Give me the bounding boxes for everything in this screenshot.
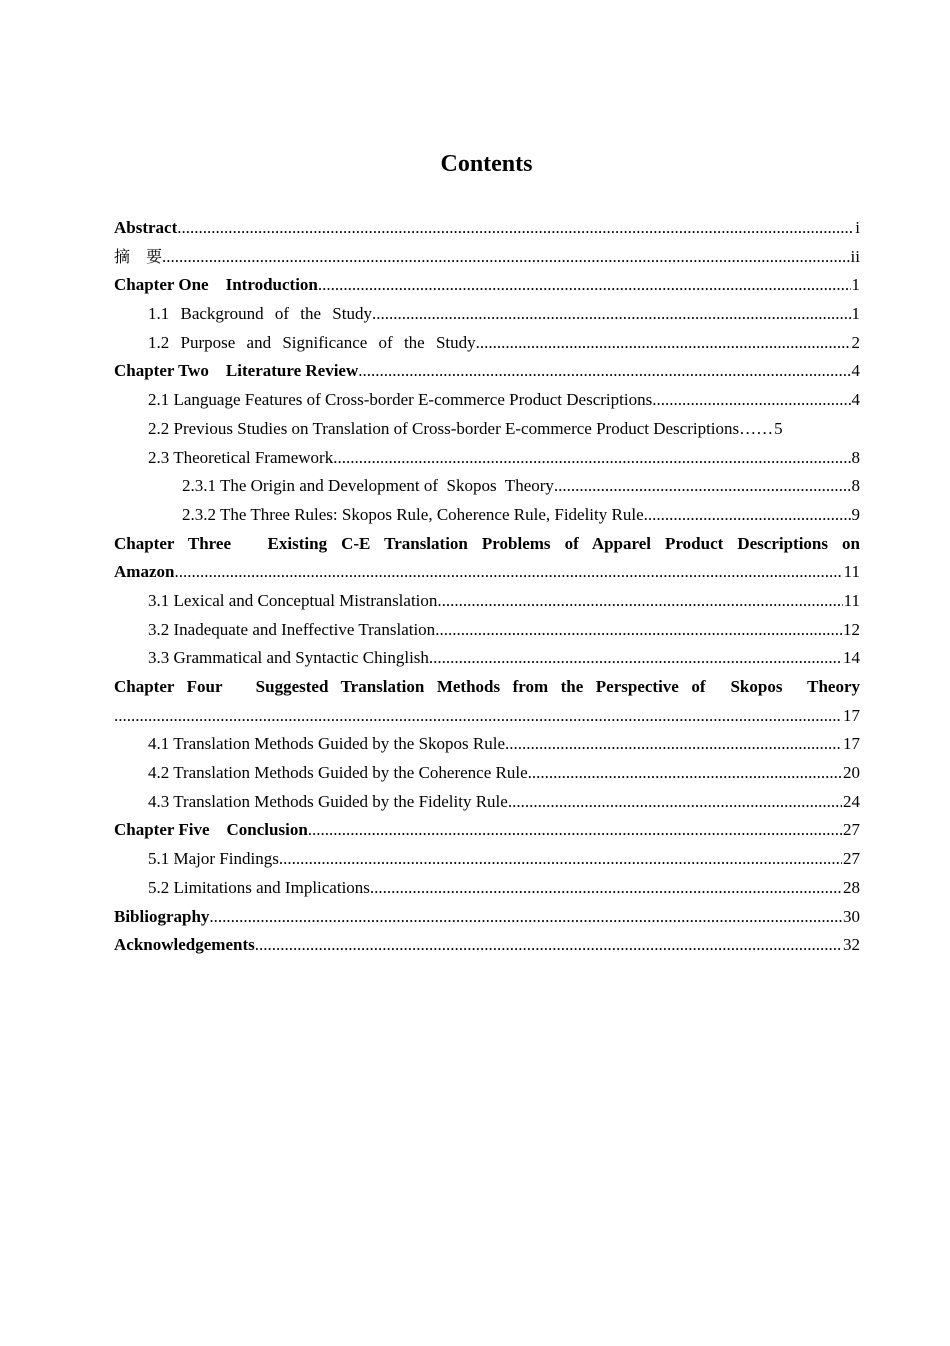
toc-page-number: 9 (851, 504, 860, 524)
toc-leader-dots (114, 702, 842, 731)
toc-leader-dots (333, 444, 850, 473)
toc-entry-chapter-four-line1[interactable]: Chapter Four Suggested Translation Methods from the Perspective of Skopos Theory (114, 677, 860, 696)
toc-entry-section-1-1[interactable] (114, 300, 860, 329)
toc-entry-text: 2.3.2 The Three Rules: Skopos Rule, Coherence Rule, Fidelity Rule (182, 504, 644, 524)
toc-entry-section-2-3[interactable] (114, 444, 860, 473)
toc-page-number: 12 (843, 619, 860, 639)
toc-entry-text: 2.2 Previous Studies on Translation of Cross-border E-commerce Product Descriptions (148, 418, 740, 438)
toc-entry-text: 2.3.1 The Origin and Development of Skopos Theory (182, 476, 554, 496)
toc-leader-dots (279, 845, 842, 874)
toc-entry-text: 3.3 Grammatical and Syntactic Chinglish (148, 648, 429, 668)
toc-page-number: 28 (843, 877, 860, 897)
toc-leader-dots (358, 357, 850, 386)
toc-entry-section-3-1[interactable] (114, 587, 860, 616)
toc-page-number: 17 (843, 705, 860, 725)
toc-leader-dots (554, 472, 851, 501)
toc-entry-text: Acknowledgements (114, 935, 255, 955)
toc-leader-dots (162, 243, 850, 272)
toc-leader-dots (429, 644, 842, 673)
toc-page-number: 32 (843, 935, 860, 955)
toc-page-number: 11 (843, 562, 860, 582)
toc-entry-section-4-3[interactable] (114, 788, 860, 817)
toc-entry-chapter-two[interactable] (114, 357, 860, 386)
toc-entry-chapter-three-line1[interactable]: Chapter Three Existing C-E Translation Problems of Apparel Product Descriptions on (114, 533, 860, 553)
toc-leader-dots (372, 300, 851, 329)
toc-entry-section-2-1[interactable] (114, 386, 860, 415)
toc-leader-dots (528, 759, 842, 788)
toc-page-number: 30 (843, 906, 860, 926)
toc-entry-section-4-2[interactable] (114, 759, 860, 788)
toc-page-number: i (855, 218, 860, 237)
toc-leader-dots (370, 874, 842, 903)
toc-entry-abstract[interactable] (114, 214, 860, 243)
toc-leader-dots (174, 558, 842, 587)
toc-entry-text: 摘 要 (114, 246, 163, 266)
toc-entry-section-2-3-1[interactable] (114, 472, 860, 501)
toc-entry-bibliography[interactable] (114, 903, 860, 932)
toc-page-number: 27 (843, 820, 860, 840)
toc-entry-section-2-3-2[interactable] (114, 501, 860, 530)
toc-entry-section-1-2[interactable] (114, 329, 860, 358)
toc-page-number: 1 (851, 304, 860, 324)
toc-leader-dots (435, 616, 842, 645)
toc-page-number: 2 (851, 332, 860, 352)
toc-page-number: 4 (851, 390, 860, 410)
toc-page-number: 24 (843, 791, 860, 811)
toc-entry-text: 5.2 Limitations and Implications (148, 877, 370, 897)
toc-entry-text: Bibliography (114, 906, 210, 926)
toc-entry-text: 2.1 Language Features of Cross-border E-commerce Product Descriptions (148, 390, 653, 410)
toc-page-number: 5 (774, 418, 783, 438)
toc-leader-dots (318, 271, 851, 300)
toc-entry-section-4-1[interactable] (114, 730, 860, 759)
toc-leader-dots (437, 587, 842, 616)
toc-entry-chapter-one[interactable] (114, 271, 860, 300)
toc-leader-dots (644, 501, 851, 530)
toc-entry-acknowledgements[interactable] (114, 931, 860, 960)
toc-page-number: 11 (843, 590, 860, 610)
toc-entry-chapter-five[interactable] (114, 816, 860, 845)
toc-entry-text: Chapter Five Conclusion (114, 820, 308, 840)
toc-leader-dots (508, 788, 842, 817)
toc-entry-text: 4.2 Translation Methods Guided by the Coherence Rule (148, 763, 528, 783)
toc-entry-chapter-three[interactable] (114, 558, 860, 587)
toc-entry-text: 2.3 Theoretical Framework (148, 447, 334, 467)
toc-page-number: 8 (851, 447, 860, 467)
toc-entry-text: Chapter Two Literature Review (114, 361, 359, 381)
toc-page-number: 4 (851, 361, 860, 381)
toc-entry-section-5-1[interactable] (114, 845, 860, 874)
toc-entry-zhaiyao[interactable] (114, 243, 860, 272)
toc-entry-text: 3.2 Inadequate and Ineffective Translation (148, 619, 436, 639)
toc-entry-section-2-2[interactable] (114, 415, 860, 444)
toc-page-number: 8 (851, 476, 860, 496)
toc-entry-text: 4.3 Translation Methods Guided by the Fidelity Rule (148, 791, 508, 811)
toc-page-number: 27 (843, 849, 860, 869)
toc-leader-dots (652, 386, 850, 415)
toc-entry-text: 1.1 Background of the Study (148, 304, 372, 324)
toc-entry-text: 3.1 Lexical and Conceptual Mistranslation (148, 590, 438, 610)
toc-entry-text: Amazon (114, 562, 175, 582)
toc-page-number: 1 (851, 275, 860, 295)
toc-leader-dots (209, 903, 842, 932)
toc-entry-text: 5.1 Major Findings (148, 849, 279, 869)
table-of-contents (114, 214, 860, 960)
toc-entry-text: Abstract (114, 218, 178, 237)
toc-leader-dots (476, 329, 851, 358)
page-title: Contents (440, 151, 533, 177)
toc-leader-ellipsis: …… (739, 418, 774, 438)
toc-entry-section-3-3[interactable] (114, 644, 860, 673)
toc-leader-dots (308, 816, 842, 845)
toc-leader-dots (177, 214, 854, 243)
toc-entry-text: Chapter One Introduction (114, 275, 318, 295)
toc-entry-text: 4.1 Translation Methods Guided by the Skopos Rule (148, 734, 506, 754)
toc-page-number: 14 (843, 648, 860, 668)
toc-page-number: 17 (843, 734, 860, 754)
toc-page-number: ii (850, 246, 860, 266)
toc-entry-section-5-2[interactable] (114, 874, 860, 903)
toc-entry-section-3-2[interactable] (114, 616, 860, 645)
toc-leader-dots (505, 730, 842, 759)
toc-entry-chapter-four[interactable] (114, 702, 860, 731)
toc-leader-dots (255, 931, 842, 960)
toc-entry-text: 1.2 Purpose and Significance of the Study (148, 332, 476, 352)
toc-page-number: 20 (843, 763, 860, 783)
